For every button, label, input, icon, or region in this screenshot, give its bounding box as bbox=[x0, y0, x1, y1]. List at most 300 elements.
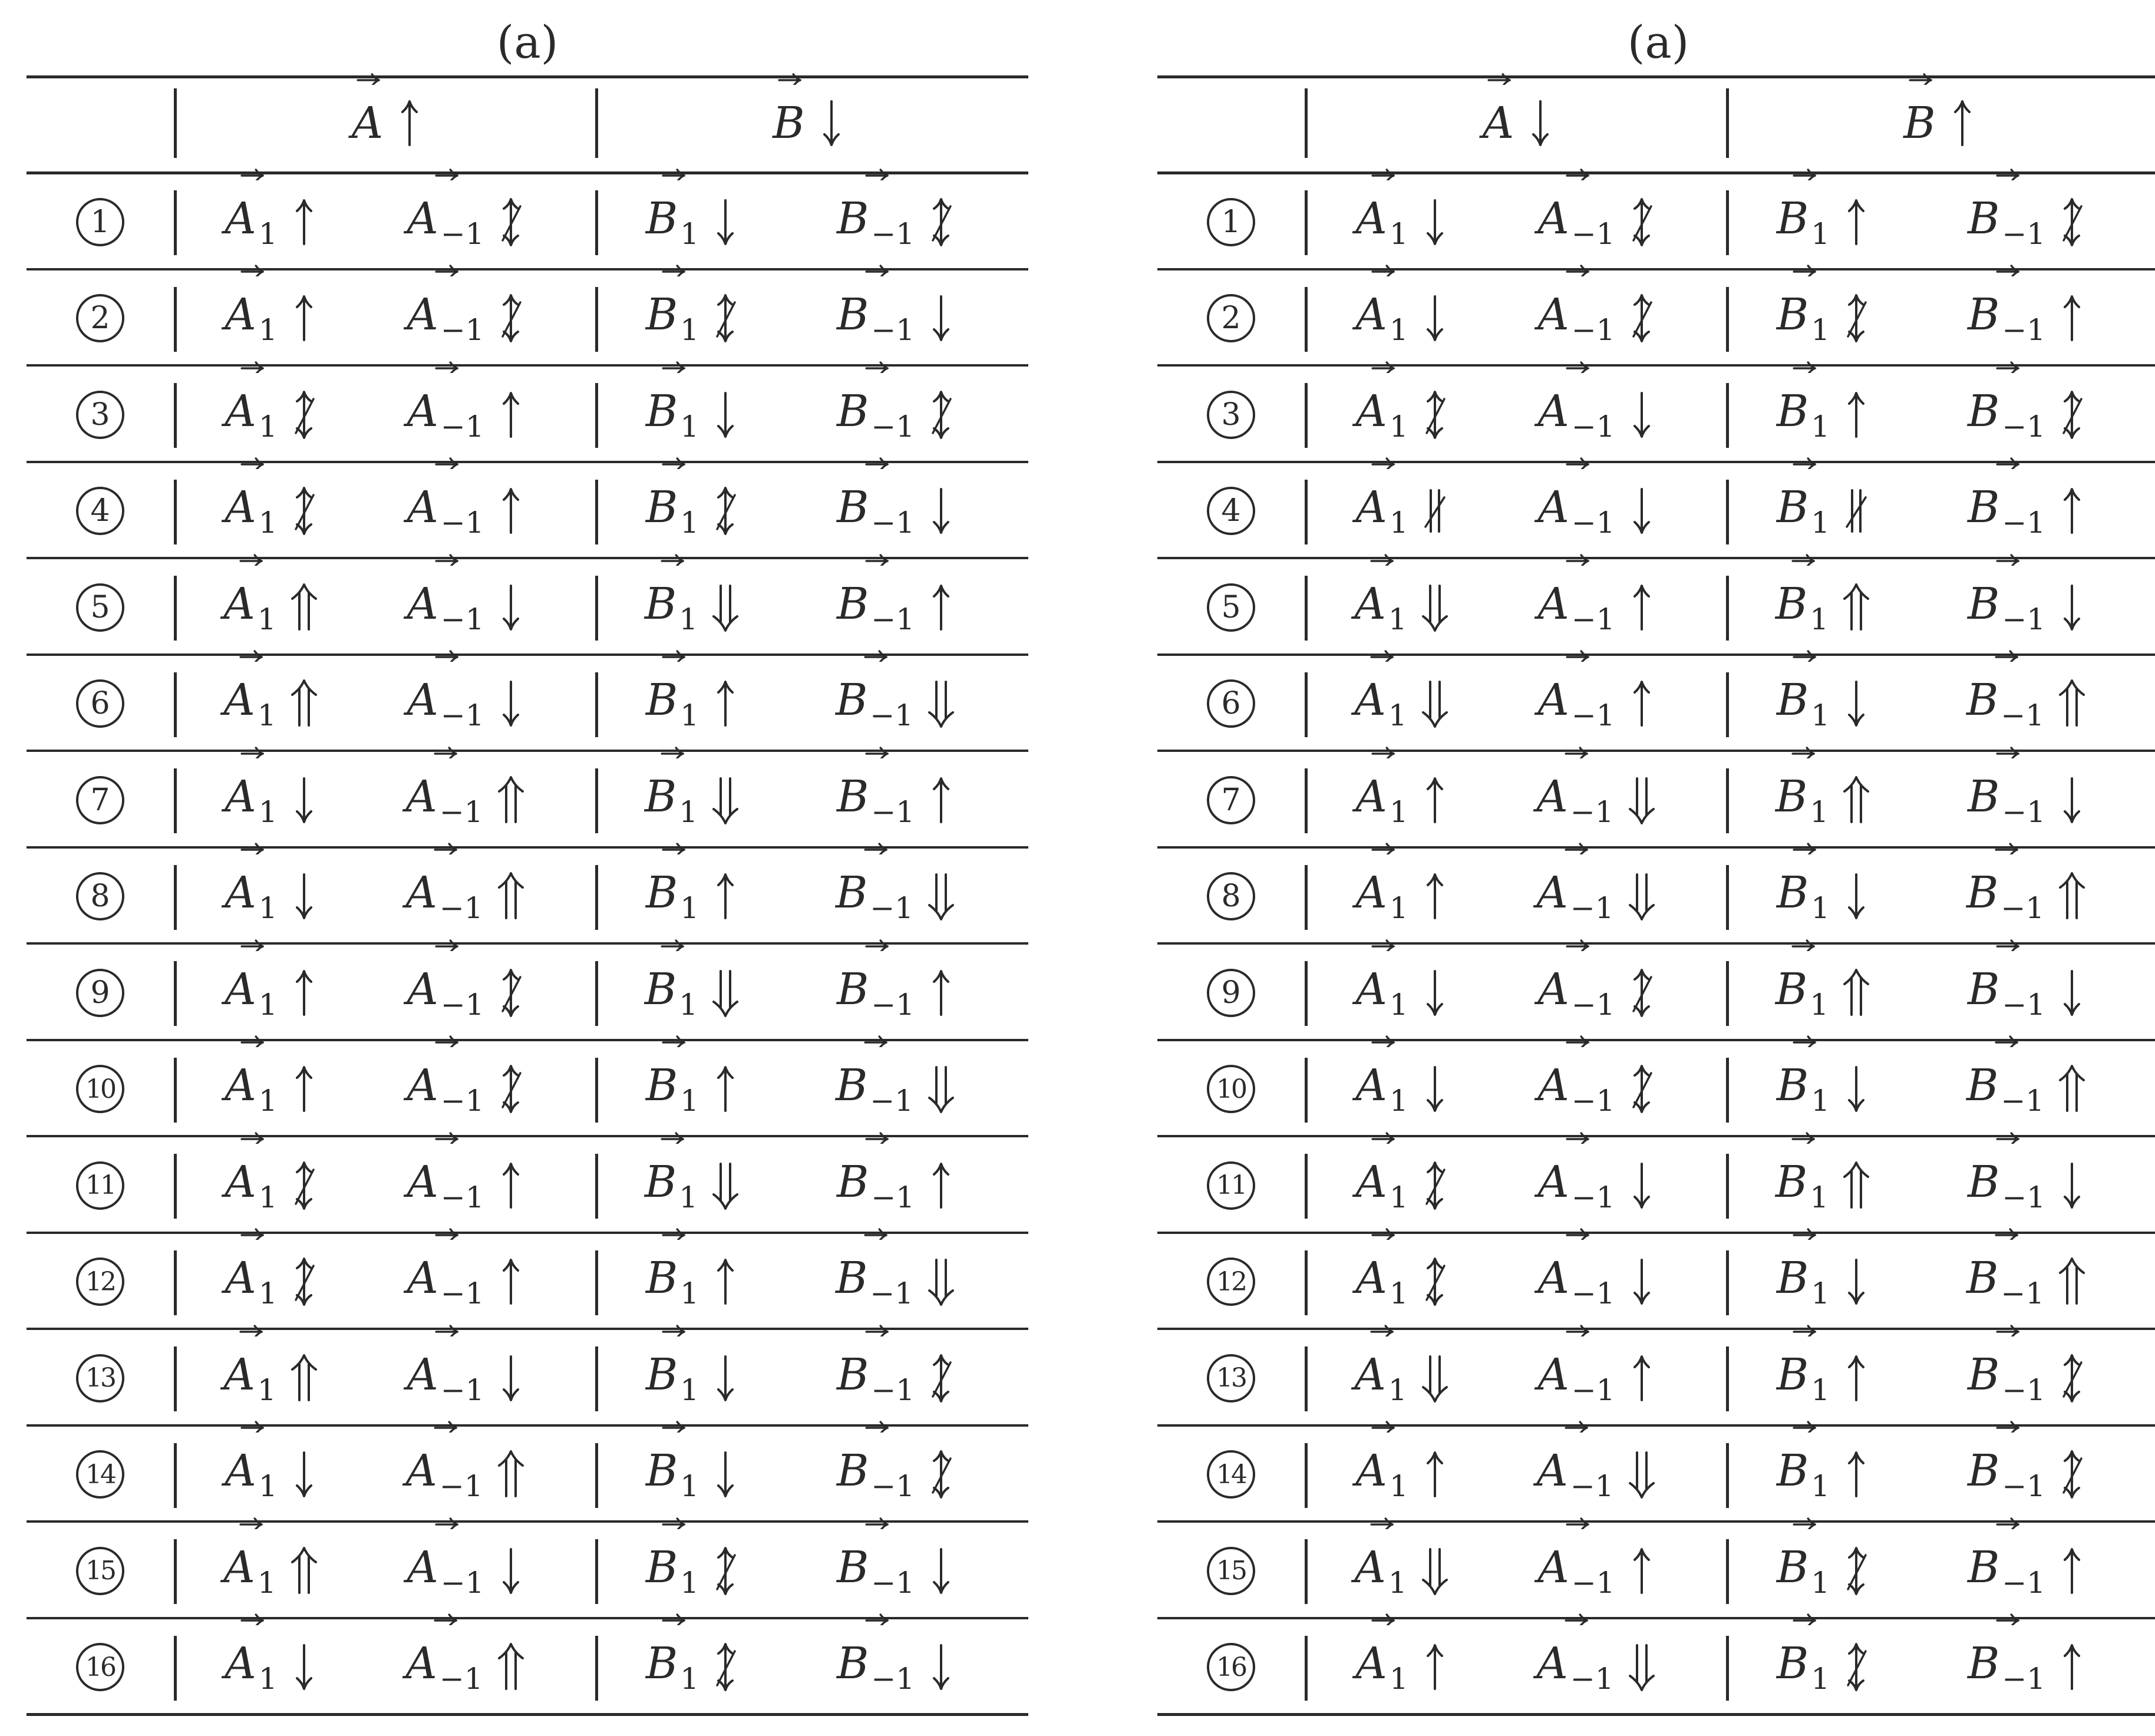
cell-a-minus1-state-updown-slash-icon bbox=[497, 968, 524, 1018]
column-separator bbox=[1726, 1250, 1729, 1315]
row-number-badge: 14 bbox=[1207, 1450, 1255, 1499]
column-separator bbox=[1726, 865, 1729, 930]
cell-b-minus1-vector: B $_{-1}$ bbox=[837, 386, 915, 444]
cell-a-minus1-vector: A $_{-1}$ bbox=[407, 1157, 484, 1214]
cell-a1 bbox=[1314, 1427, 1490, 1523]
cell-b1-state-up-icon bbox=[712, 871, 739, 922]
cell-b-minus1-state-down-icon bbox=[2058, 582, 2085, 633]
row-number-badge: 5 bbox=[76, 583, 124, 632]
row-number-badge: 13 bbox=[76, 1354, 124, 1402]
cell-a-minus1-vector: A $_{-1}$ bbox=[1536, 771, 1613, 829]
cell-b-minus1-vector: B $_{-1}$ bbox=[1968, 1445, 2045, 1503]
table-bottom-rule bbox=[1157, 1713, 2155, 1716]
table-row bbox=[27, 174, 1028, 270]
row-number-cell bbox=[1157, 1330, 1305, 1427]
cell-a-minus1 bbox=[1490, 367, 1702, 463]
column-separator bbox=[174, 1443, 177, 1508]
cell-b1-state-updown-slash-icon bbox=[712, 1642, 739, 1692]
row-number-badge: 16 bbox=[1207, 1643, 1255, 1691]
cell-b1 bbox=[1735, 367, 1912, 463]
cell-a-minus1 bbox=[1490, 1041, 1702, 1138]
cell-a-minus1-state-double-down-icon bbox=[1627, 871, 1656, 922]
row-number-badge: 16 bbox=[76, 1643, 124, 1691]
cell-a-minus1-vector: A $_{-1}$ bbox=[407, 1060, 484, 1118]
cell-b1 bbox=[1735, 1234, 1912, 1331]
cell-b-minus1 bbox=[778, 1234, 1014, 1331]
cell-a1 bbox=[183, 752, 359, 849]
column-separator bbox=[1305, 1346, 1308, 1411]
row-number-badge: 8 bbox=[76, 872, 124, 920]
cell-b1 bbox=[1735, 559, 1912, 656]
column-separator bbox=[174, 1154, 177, 1219]
cell-b-minus1-vector: B $_{-1}$ bbox=[1968, 1542, 2045, 1600]
table-row bbox=[27, 1523, 1028, 1619]
cell-a-minus1-vector: A $_{-1}$ bbox=[405, 867, 483, 925]
cell-b1-vector: B $_1$ bbox=[646, 1253, 699, 1311]
row-number-badge: 11 bbox=[1207, 1161, 1255, 1210]
cell-b1 bbox=[1735, 656, 1912, 753]
cell-a-minus1-state-down-icon bbox=[497, 582, 524, 633]
cell-b-minus1-state-up-icon bbox=[2058, 1642, 2085, 1692]
column-separator bbox=[174, 1250, 177, 1315]
cell-a1 bbox=[1314, 945, 1490, 1041]
table-header-row bbox=[1157, 75, 2155, 171]
cell-b1-state-double-up-icon bbox=[1842, 1160, 1871, 1211]
cell-b1 bbox=[604, 559, 781, 656]
header-a-down-icon bbox=[1527, 98, 1554, 148]
table-row bbox=[1157, 559, 2155, 656]
cell-b-minus1-state-updown-slash-icon bbox=[928, 1353, 955, 1404]
table-row bbox=[27, 463, 1028, 560]
cell-a1 bbox=[1314, 849, 1490, 945]
cell-b1-vector: B $_1$ bbox=[646, 1638, 699, 1696]
cell-a1-vector: A $_1$ bbox=[223, 675, 276, 732]
cell-a-minus1 bbox=[359, 1137, 572, 1234]
cell-b1-vector: B $_1$ bbox=[646, 193, 699, 251]
cell-b1-vector: B $_1$ bbox=[646, 867, 699, 925]
cell-b-minus1-vector: B $_{-1}$ bbox=[1968, 771, 2045, 829]
cell-b1-vector: B $_1$ bbox=[1777, 867, 1830, 925]
cell-a-minus1-vector: A $_{-1}$ bbox=[405, 771, 483, 829]
cell-a-minus1 bbox=[359, 1041, 572, 1138]
column-separator bbox=[1305, 1539, 1308, 1604]
cell-a1-vector: A $_1$ bbox=[1354, 675, 1407, 732]
cell-a1-vector: A $_1$ bbox=[225, 289, 277, 347]
row-number-cell bbox=[1157, 367, 1305, 463]
cell-b-minus1-state-up-icon bbox=[2058, 1546, 2085, 1596]
cell-b-minus1 bbox=[778, 1137, 1014, 1234]
cell-a-minus1 bbox=[359, 270, 572, 367]
cell-b1 bbox=[1735, 945, 1912, 1041]
table-row bbox=[1157, 367, 2155, 463]
cell-b1-vector: B $_1$ bbox=[1777, 193, 1830, 251]
cell-a-minus1 bbox=[1490, 1619, 1702, 1716]
cell-b1-state-down-icon bbox=[1843, 871, 1870, 922]
cell-b-minus1-vector: B $_{-1}$ bbox=[1966, 675, 2044, 732]
cell-b-minus1-state-double-down-icon bbox=[926, 871, 956, 922]
header-a-up-icon bbox=[396, 98, 423, 148]
cell-a1-vector: A $_1$ bbox=[225, 964, 277, 1022]
cell-a1-state-double-up-icon bbox=[289, 582, 319, 633]
cell-a-minus1 bbox=[359, 367, 572, 463]
cell-a-minus1-state-updown-slash-icon bbox=[1628, 968, 1655, 1018]
cell-b-minus1-vector: B $_{-1}$ bbox=[1968, 1157, 2045, 1214]
column-separator bbox=[595, 88, 598, 158]
cell-a-minus1-state-down-icon bbox=[497, 1546, 524, 1596]
row-number-cell bbox=[27, 1619, 174, 1716]
cell-a1 bbox=[1314, 1330, 1490, 1427]
cell-b1 bbox=[604, 849, 781, 945]
cell-b1-vector: B $_1$ bbox=[646, 386, 699, 444]
column-separator bbox=[595, 1154, 598, 1219]
column-separator bbox=[1726, 190, 1729, 255]
row-number-badge: 13 bbox=[1207, 1354, 1255, 1402]
row-number-badge: 7 bbox=[76, 776, 124, 824]
cell-b-minus1-state-down-icon bbox=[928, 1546, 955, 1596]
cell-a-minus1-state-updown-slash-icon bbox=[1628, 1064, 1655, 1114]
column-separator bbox=[174, 1346, 177, 1411]
cell-b-minus1-vector: B $_{-1}$ bbox=[837, 579, 915, 636]
cell-b-minus1 bbox=[778, 656, 1014, 753]
cell-b-minus1 bbox=[778, 752, 1014, 849]
row-number-cell bbox=[27, 1330, 174, 1427]
table-row bbox=[1157, 1427, 2155, 1523]
table-row bbox=[27, 367, 1028, 463]
cell-a-minus1-vector: A $_{-1}$ bbox=[1537, 1157, 1615, 1214]
cell-b1-vector: B $_1$ bbox=[1777, 1638, 1830, 1696]
cell-b-minus1-vector: B $_{-1}$ bbox=[1968, 289, 2045, 347]
cell-b-minus1-state-double-down-icon bbox=[926, 678, 956, 729]
cell-b1-vector: B $_1$ bbox=[1777, 386, 1830, 444]
cell-a1-vector: A $_1$ bbox=[1355, 1060, 1408, 1118]
cell-a-minus1-state-up-icon bbox=[497, 1256, 524, 1307]
cell-a-minus1-state-double-down-icon bbox=[1627, 1449, 1656, 1500]
cell-a-minus1-state-up-icon bbox=[1628, 1353, 1655, 1404]
cell-b1-state-up-icon bbox=[712, 1256, 739, 1307]
row-number-cell bbox=[27, 656, 174, 753]
cell-a1-state-updown-slash-icon bbox=[291, 390, 318, 440]
cell-b1-vector: B $_1$ bbox=[1777, 1060, 1830, 1118]
row-number-cell bbox=[1157, 174, 1305, 270]
column-separator bbox=[174, 383, 177, 448]
cell-b-minus1 bbox=[778, 849, 1014, 945]
panel-caption: (a) bbox=[1627, 16, 1689, 68]
cell-b1 bbox=[604, 1137, 781, 1234]
cell-b-minus1-state-updown-slash-icon bbox=[2058, 1353, 2085, 1404]
cell-b1-vector: B $_1$ bbox=[1777, 482, 1830, 540]
cell-a1-vector: A $_1$ bbox=[1355, 482, 1408, 540]
row-number-cell bbox=[1157, 1041, 1305, 1138]
column-separator bbox=[174, 961, 177, 1026]
cell-b1-state-down-icon bbox=[1843, 1064, 1870, 1114]
cell-a1 bbox=[183, 1041, 359, 1138]
cell-b-minus1 bbox=[1909, 1523, 2144, 1619]
row-number-badge: 4 bbox=[1207, 487, 1255, 535]
cell-b1 bbox=[604, 463, 781, 560]
row-number-cell bbox=[27, 1523, 174, 1619]
row-number-cell bbox=[27, 1041, 174, 1138]
cell-b-minus1-vector: B $_{-1}$ bbox=[836, 675, 913, 732]
table-row bbox=[27, 559, 1028, 656]
cell-b1 bbox=[604, 945, 781, 1041]
cell-a1-vector: A $_1$ bbox=[1355, 289, 1408, 347]
row-number-cell bbox=[1157, 1523, 1305, 1619]
cell-b-minus1-vector: B $_{-1}$ bbox=[1966, 867, 2044, 925]
column-separator bbox=[1305, 88, 1308, 158]
row-number-badge: 15 bbox=[76, 1547, 124, 1595]
cell-b1-vector: B $_1$ bbox=[1777, 1445, 1830, 1503]
cell-a1-vector: A $_1$ bbox=[1354, 1349, 1407, 1407]
row-number-cell bbox=[1157, 559, 1305, 656]
cell-b1-vector: B $_1$ bbox=[1777, 1253, 1830, 1311]
column-separator bbox=[1305, 287, 1308, 352]
cell-b-minus1-state-double-down-icon bbox=[926, 1064, 956, 1114]
table-row bbox=[27, 849, 1028, 945]
cell-b1-vector: B $_1$ bbox=[646, 289, 699, 347]
table-row bbox=[27, 1041, 1028, 1138]
cell-b-minus1 bbox=[1909, 1619, 2144, 1716]
row-number-badge: 10 bbox=[1207, 1065, 1255, 1113]
cell-b-minus1-state-down-icon bbox=[2058, 775, 2085, 826]
cell-b1-state-updown-slash-icon bbox=[1843, 1642, 1870, 1692]
cell-b-minus1 bbox=[1909, 849, 2144, 945]
cell-a-minus1-vector: A $_{-1}$ bbox=[1537, 386, 1615, 444]
cell-b-minus1 bbox=[778, 1619, 1014, 1716]
row-number-badge: 1 bbox=[76, 198, 124, 246]
cell-b1-state-down-icon bbox=[712, 1353, 739, 1404]
cell-a-minus1-state-updown-slash-icon bbox=[497, 197, 524, 247]
cell-b-minus1 bbox=[778, 367, 1014, 463]
cell-a1-state-down-icon bbox=[291, 871, 318, 922]
row-number-cell bbox=[1157, 1137, 1305, 1234]
cell-b1-vector: B $_1$ bbox=[1777, 675, 1830, 732]
cell-a1-state-up-icon bbox=[291, 293, 318, 344]
table-row bbox=[1157, 1234, 2155, 1331]
cell-a-minus1-state-updown-slash-icon bbox=[497, 293, 524, 344]
column-separator bbox=[1726, 480, 1729, 544]
cell-a1 bbox=[1314, 1619, 1490, 1716]
panel-caption: (a) bbox=[496, 16, 559, 68]
cell-a1-vector: A $_1$ bbox=[225, 1060, 277, 1118]
cell-b-minus1 bbox=[1909, 656, 2144, 753]
cell-a1 bbox=[1314, 367, 1490, 463]
cell-a-minus1 bbox=[359, 849, 572, 945]
cell-a-minus1 bbox=[359, 1427, 572, 1523]
cell-b1 bbox=[1735, 1523, 1912, 1619]
cell-b-minus1-state-updown-slash-icon bbox=[928, 197, 955, 247]
cell-b-minus1-state-double-up-icon bbox=[2057, 1256, 2087, 1307]
column-separator bbox=[1726, 576, 1729, 641]
cell-a1 bbox=[183, 1427, 359, 1523]
cell-a-minus1 bbox=[1490, 752, 1702, 849]
table-row bbox=[27, 1137, 1028, 1234]
row-number-cell bbox=[1157, 945, 1305, 1041]
cell-b1-state-up-icon bbox=[1843, 1449, 1870, 1500]
cell-b1-vector: B $_1$ bbox=[1776, 964, 1829, 1022]
cell-a-minus1 bbox=[359, 1234, 572, 1331]
cell-b1 bbox=[1735, 1137, 1912, 1234]
column-separator bbox=[595, 1443, 598, 1508]
cell-a-minus1-vector: A $_{-1}$ bbox=[1537, 1253, 1615, 1311]
cell-b-minus1 bbox=[778, 270, 1014, 367]
row-number-badge: 9 bbox=[1207, 969, 1255, 1017]
cell-b1 bbox=[1735, 463, 1912, 560]
cell-b-minus1-vector: B $_{-1}$ bbox=[837, 193, 915, 251]
cell-a-minus1 bbox=[1490, 945, 1702, 1041]
cell-a-minus1-state-up-icon bbox=[1628, 678, 1655, 729]
column-separator bbox=[595, 1539, 598, 1604]
row-number-cell bbox=[27, 174, 174, 270]
cell-a1-state-down-icon bbox=[1421, 968, 1448, 1018]
cell-b-minus1 bbox=[1909, 752, 2144, 849]
cell-a1 bbox=[183, 1137, 359, 1234]
row-number-cell bbox=[1157, 270, 1305, 367]
cell-a-minus1-vector: A $_{-1}$ bbox=[407, 386, 484, 444]
table-row bbox=[1157, 945, 2155, 1041]
cell-a-minus1-state-updown-slash-icon bbox=[1628, 197, 1655, 247]
table-row bbox=[27, 1619, 1028, 1716]
column-separator bbox=[1305, 1250, 1308, 1315]
cell-a-minus1-vector: A $_{-1}$ bbox=[405, 1445, 483, 1503]
cell-b-minus1-vector: B $_{-1}$ bbox=[1968, 193, 2045, 251]
cell-b1 bbox=[1735, 752, 1912, 849]
column-separator bbox=[1726, 1539, 1729, 1604]
cell-a1-state-updown-slash-icon bbox=[291, 1256, 318, 1307]
cell-b1-state-updown-slash-icon bbox=[712, 293, 739, 344]
column-separator bbox=[174, 768, 177, 833]
cell-b-minus1 bbox=[1909, 1234, 2144, 1331]
cell-a-minus1 bbox=[359, 559, 572, 656]
cell-a1-vector: A $_1$ bbox=[1355, 867, 1408, 925]
cell-b-minus1-vector: B $_{-1}$ bbox=[1968, 964, 2045, 1022]
cell-a1-vector: A $_1$ bbox=[225, 193, 277, 251]
cell-a-minus1-vector: A $_{-1}$ bbox=[407, 675, 484, 732]
cell-a1-vector: A $_1$ bbox=[1355, 1445, 1408, 1503]
cell-a-minus1-vector: A $_{-1}$ bbox=[407, 1253, 484, 1311]
cell-a1-state-double-down-icon bbox=[1420, 1353, 1450, 1404]
header-b-vector: B bbox=[773, 98, 804, 148]
row-number-badge: 3 bbox=[1207, 391, 1255, 439]
cell-a-minus1-vector: A $_{-1}$ bbox=[1537, 289, 1615, 347]
cell-b-minus1-state-updown-slash-icon bbox=[2058, 1449, 2085, 1500]
row-number-cell bbox=[1157, 656, 1305, 753]
column-separator bbox=[1305, 1154, 1308, 1219]
cell-a1-vector: A $_1$ bbox=[1355, 1638, 1408, 1696]
cell-b1-state-down-icon bbox=[712, 197, 739, 247]
cell-b1-vector: B $_1$ bbox=[646, 482, 699, 540]
column-separator bbox=[595, 1346, 598, 1411]
cell-a1 bbox=[1314, 174, 1490, 270]
header-b-up-icon bbox=[1949, 98, 1976, 148]
cell-b1-vector: B $_1$ bbox=[645, 1157, 698, 1214]
cell-a-minus1 bbox=[359, 656, 572, 753]
row-number-badge: 3 bbox=[76, 391, 124, 439]
cell-a-minus1-vector: A $_{-1}$ bbox=[1537, 1542, 1615, 1600]
cell-a1 bbox=[183, 1330, 359, 1427]
cell-a1-state-up-icon bbox=[1421, 1449, 1448, 1500]
cell-b-minus1-vector: B $_{-1}$ bbox=[836, 1060, 913, 1118]
cell-b-minus1-vector: B $_{-1}$ bbox=[836, 867, 913, 925]
cell-a1 bbox=[183, 270, 359, 367]
cell-b1 bbox=[1735, 1330, 1912, 1427]
column-separator bbox=[174, 88, 177, 158]
cell-a-minus1-vector: A $_{-1}$ bbox=[407, 193, 484, 251]
column-separator bbox=[595, 1250, 598, 1315]
cell-b1-state-updown-slash-icon bbox=[712, 486, 739, 536]
header-a-cell bbox=[1311, 75, 1726, 171]
row-number-cell bbox=[27, 270, 174, 367]
cell-a-minus1-vector: A $_{-1}$ bbox=[407, 964, 484, 1022]
cell-a1-state-updown-slash-icon bbox=[291, 1160, 318, 1211]
cell-b-minus1-vector: B $_{-1}$ bbox=[836, 1253, 913, 1311]
row-number-badge: 9 bbox=[76, 969, 124, 1017]
column-separator bbox=[595, 768, 598, 833]
column-separator bbox=[1305, 768, 1308, 833]
column-separator bbox=[1726, 383, 1729, 448]
cell-b1-vector: B $_1$ bbox=[1776, 1157, 1829, 1214]
cell-a1-state-up-icon bbox=[1421, 871, 1448, 922]
cell-a-minus1 bbox=[1490, 1523, 1702, 1619]
column-separator bbox=[1305, 672, 1308, 737]
cell-b1-state-up-icon bbox=[712, 678, 739, 729]
cell-a1 bbox=[183, 1234, 359, 1331]
cell-a-minus1 bbox=[359, 1523, 572, 1619]
column-separator bbox=[1726, 1636, 1729, 1701]
cell-b-minus1-state-down-icon bbox=[928, 1642, 955, 1692]
table-row bbox=[1157, 1137, 2155, 1234]
cell-a-minus1-vector: A $_{-1}$ bbox=[1537, 964, 1615, 1022]
cell-b-minus1-vector: B $_{-1}$ bbox=[837, 1157, 915, 1214]
header-a-vector: A bbox=[1483, 98, 1514, 148]
cell-a-minus1-vector: A $_{-1}$ bbox=[1537, 193, 1615, 251]
cell-b1-vector: B $_1$ bbox=[645, 579, 698, 636]
row-number-badge: 12 bbox=[76, 1258, 124, 1306]
row-number-badge: 11 bbox=[76, 1161, 124, 1210]
cell-b1 bbox=[604, 1619, 781, 1716]
cell-a1-state-double-down-icon bbox=[1420, 582, 1450, 633]
cell-a1 bbox=[183, 849, 359, 945]
cell-a1-state-double-down-icon bbox=[1420, 678, 1450, 729]
cell-a1 bbox=[183, 559, 359, 656]
column-separator bbox=[1726, 1346, 1729, 1411]
cell-a1-vector: A $_1$ bbox=[1355, 964, 1408, 1022]
cell-a1-vector: A $_1$ bbox=[225, 1445, 277, 1503]
cell-a1 bbox=[1314, 270, 1490, 367]
row-number-badge: 6 bbox=[1207, 679, 1255, 728]
row-number-badge: 15 bbox=[1207, 1547, 1255, 1595]
cell-b-minus1-state-up-icon bbox=[928, 775, 955, 826]
cell-b-minus1 bbox=[778, 945, 1014, 1041]
table-row bbox=[27, 1234, 1028, 1331]
cell-b1-state-double-up-icon bbox=[1842, 582, 1871, 633]
table-row bbox=[1157, 174, 2155, 270]
column-separator bbox=[595, 287, 598, 352]
cell-a1-state-double-up-icon bbox=[289, 678, 319, 729]
cell-b-minus1 bbox=[778, 559, 1014, 656]
cell-b1 bbox=[1735, 270, 1912, 367]
cell-a-minus1 bbox=[1490, 1427, 1702, 1523]
cell-b1-vector: B $_1$ bbox=[646, 675, 699, 732]
cell-b-minus1-state-double-up-icon bbox=[2057, 871, 2087, 922]
cell-b1-vector: B $_1$ bbox=[1776, 579, 1829, 636]
cell-a1-vector: A $_1$ bbox=[223, 579, 276, 636]
cell-a-minus1 bbox=[1490, 1234, 1702, 1331]
cell-a-minus1-vector: A $_{-1}$ bbox=[1536, 867, 1613, 925]
cell-a1-state-updown-slash-icon bbox=[291, 486, 318, 536]
row-number-badge: 2 bbox=[1207, 294, 1255, 342]
row-number-cell bbox=[27, 367, 174, 463]
header-b-cell bbox=[601, 75, 1017, 171]
